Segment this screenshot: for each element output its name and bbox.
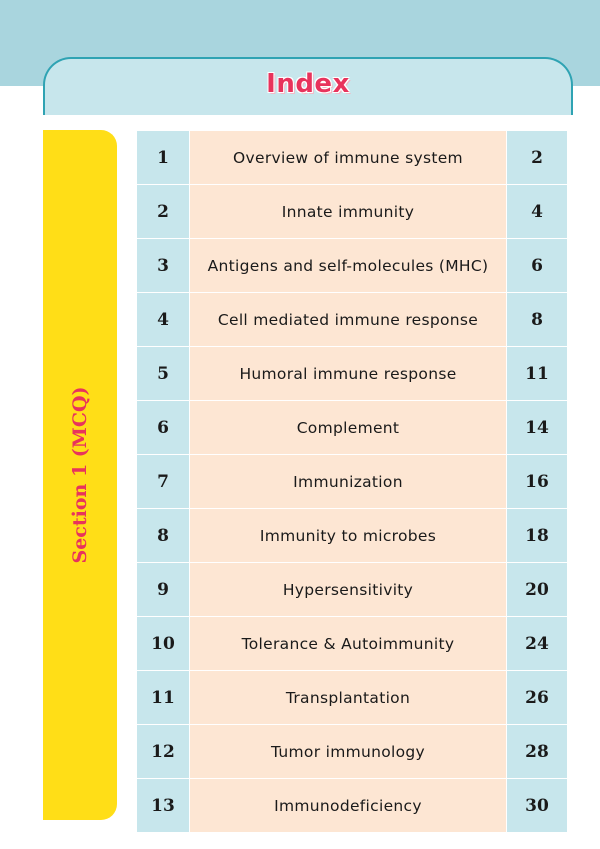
page-title: Index — [266, 69, 350, 99]
chapter-number: 1 — [137, 131, 190, 184]
page-number: 2 — [506, 131, 567, 184]
page-number: 11 — [506, 347, 567, 400]
toc-row[interactable] — [137, 617, 567, 671]
chapter-title[interactable]: Hypersensitivity — [190, 563, 506, 616]
toc-row[interactable] — [137, 509, 567, 563]
chapter-number: 6 — [137, 401, 190, 454]
toc-row[interactable] — [137, 725, 567, 779]
toc-row[interactable] — [137, 239, 567, 293]
page-number: 30 — [506, 779, 567, 832]
chapter-number: 12 — [137, 725, 190, 778]
toc-row[interactable] — [137, 347, 567, 401]
page-number: 6 — [506, 239, 567, 292]
chapter-title[interactable]: Immunodeficiency — [190, 779, 506, 832]
page-number: 16 — [506, 455, 567, 508]
chapter-title[interactable]: Immunization — [190, 455, 506, 508]
chapter-title[interactable]: Innate immunity — [190, 185, 506, 238]
toc-row[interactable] — [137, 779, 567, 832]
section-label: Section 1 (MCQ) — [69, 386, 91, 564]
chapter-number: 7 — [137, 455, 190, 508]
toc-row[interactable] — [137, 185, 567, 239]
chapter-number: 2 — [137, 185, 190, 238]
page-number: 20 — [506, 563, 567, 616]
chapter-number: 8 — [137, 509, 190, 562]
chapter-title[interactable]: Tumor immunology — [190, 725, 506, 778]
chapter-title[interactable]: Transplantation — [190, 671, 506, 724]
chapter-title[interactable]: Humoral immune response — [190, 347, 506, 400]
chapter-title[interactable]: Cell mediated immune response — [190, 293, 506, 346]
chapter-title[interactable]: Complement — [190, 401, 506, 454]
toc-row[interactable] — [137, 293, 567, 347]
page-number: 24 — [506, 617, 567, 670]
chapter-title[interactable]: Immunity to microbes — [190, 509, 506, 562]
chapter-number: 10 — [137, 617, 190, 670]
toc-row[interactable] — [137, 671, 567, 725]
chapter-number: 13 — [137, 779, 190, 832]
chapter-number: 9 — [137, 563, 190, 616]
toc-row[interactable] — [137, 563, 567, 617]
chapter-title[interactable]: Tolerance & Autoimmunity — [190, 617, 506, 670]
chapter-number: 3 — [137, 239, 190, 292]
page-number: 14 — [506, 401, 567, 454]
page-number: 4 — [506, 185, 567, 238]
section-sidebar — [43, 130, 117, 820]
chapter-number: 5 — [137, 347, 190, 400]
page-number: 26 — [506, 671, 567, 724]
page-number: 28 — [506, 725, 567, 778]
table-of-contents — [137, 131, 567, 832]
chapter-title[interactable]: Antigens and self-molecules (MHC) — [190, 239, 506, 292]
toc-row[interactable] — [137, 455, 567, 509]
toc-row[interactable] — [137, 131, 567, 185]
chapter-number: 4 — [137, 293, 190, 346]
toc-row[interactable] — [137, 401, 567, 455]
index-header — [43, 57, 573, 115]
chapter-number: 11 — [137, 671, 190, 724]
chapter-title[interactable]: Overview of immune system — [190, 131, 506, 184]
page-number: 18 — [506, 509, 567, 562]
page-number: 8 — [506, 293, 567, 346]
